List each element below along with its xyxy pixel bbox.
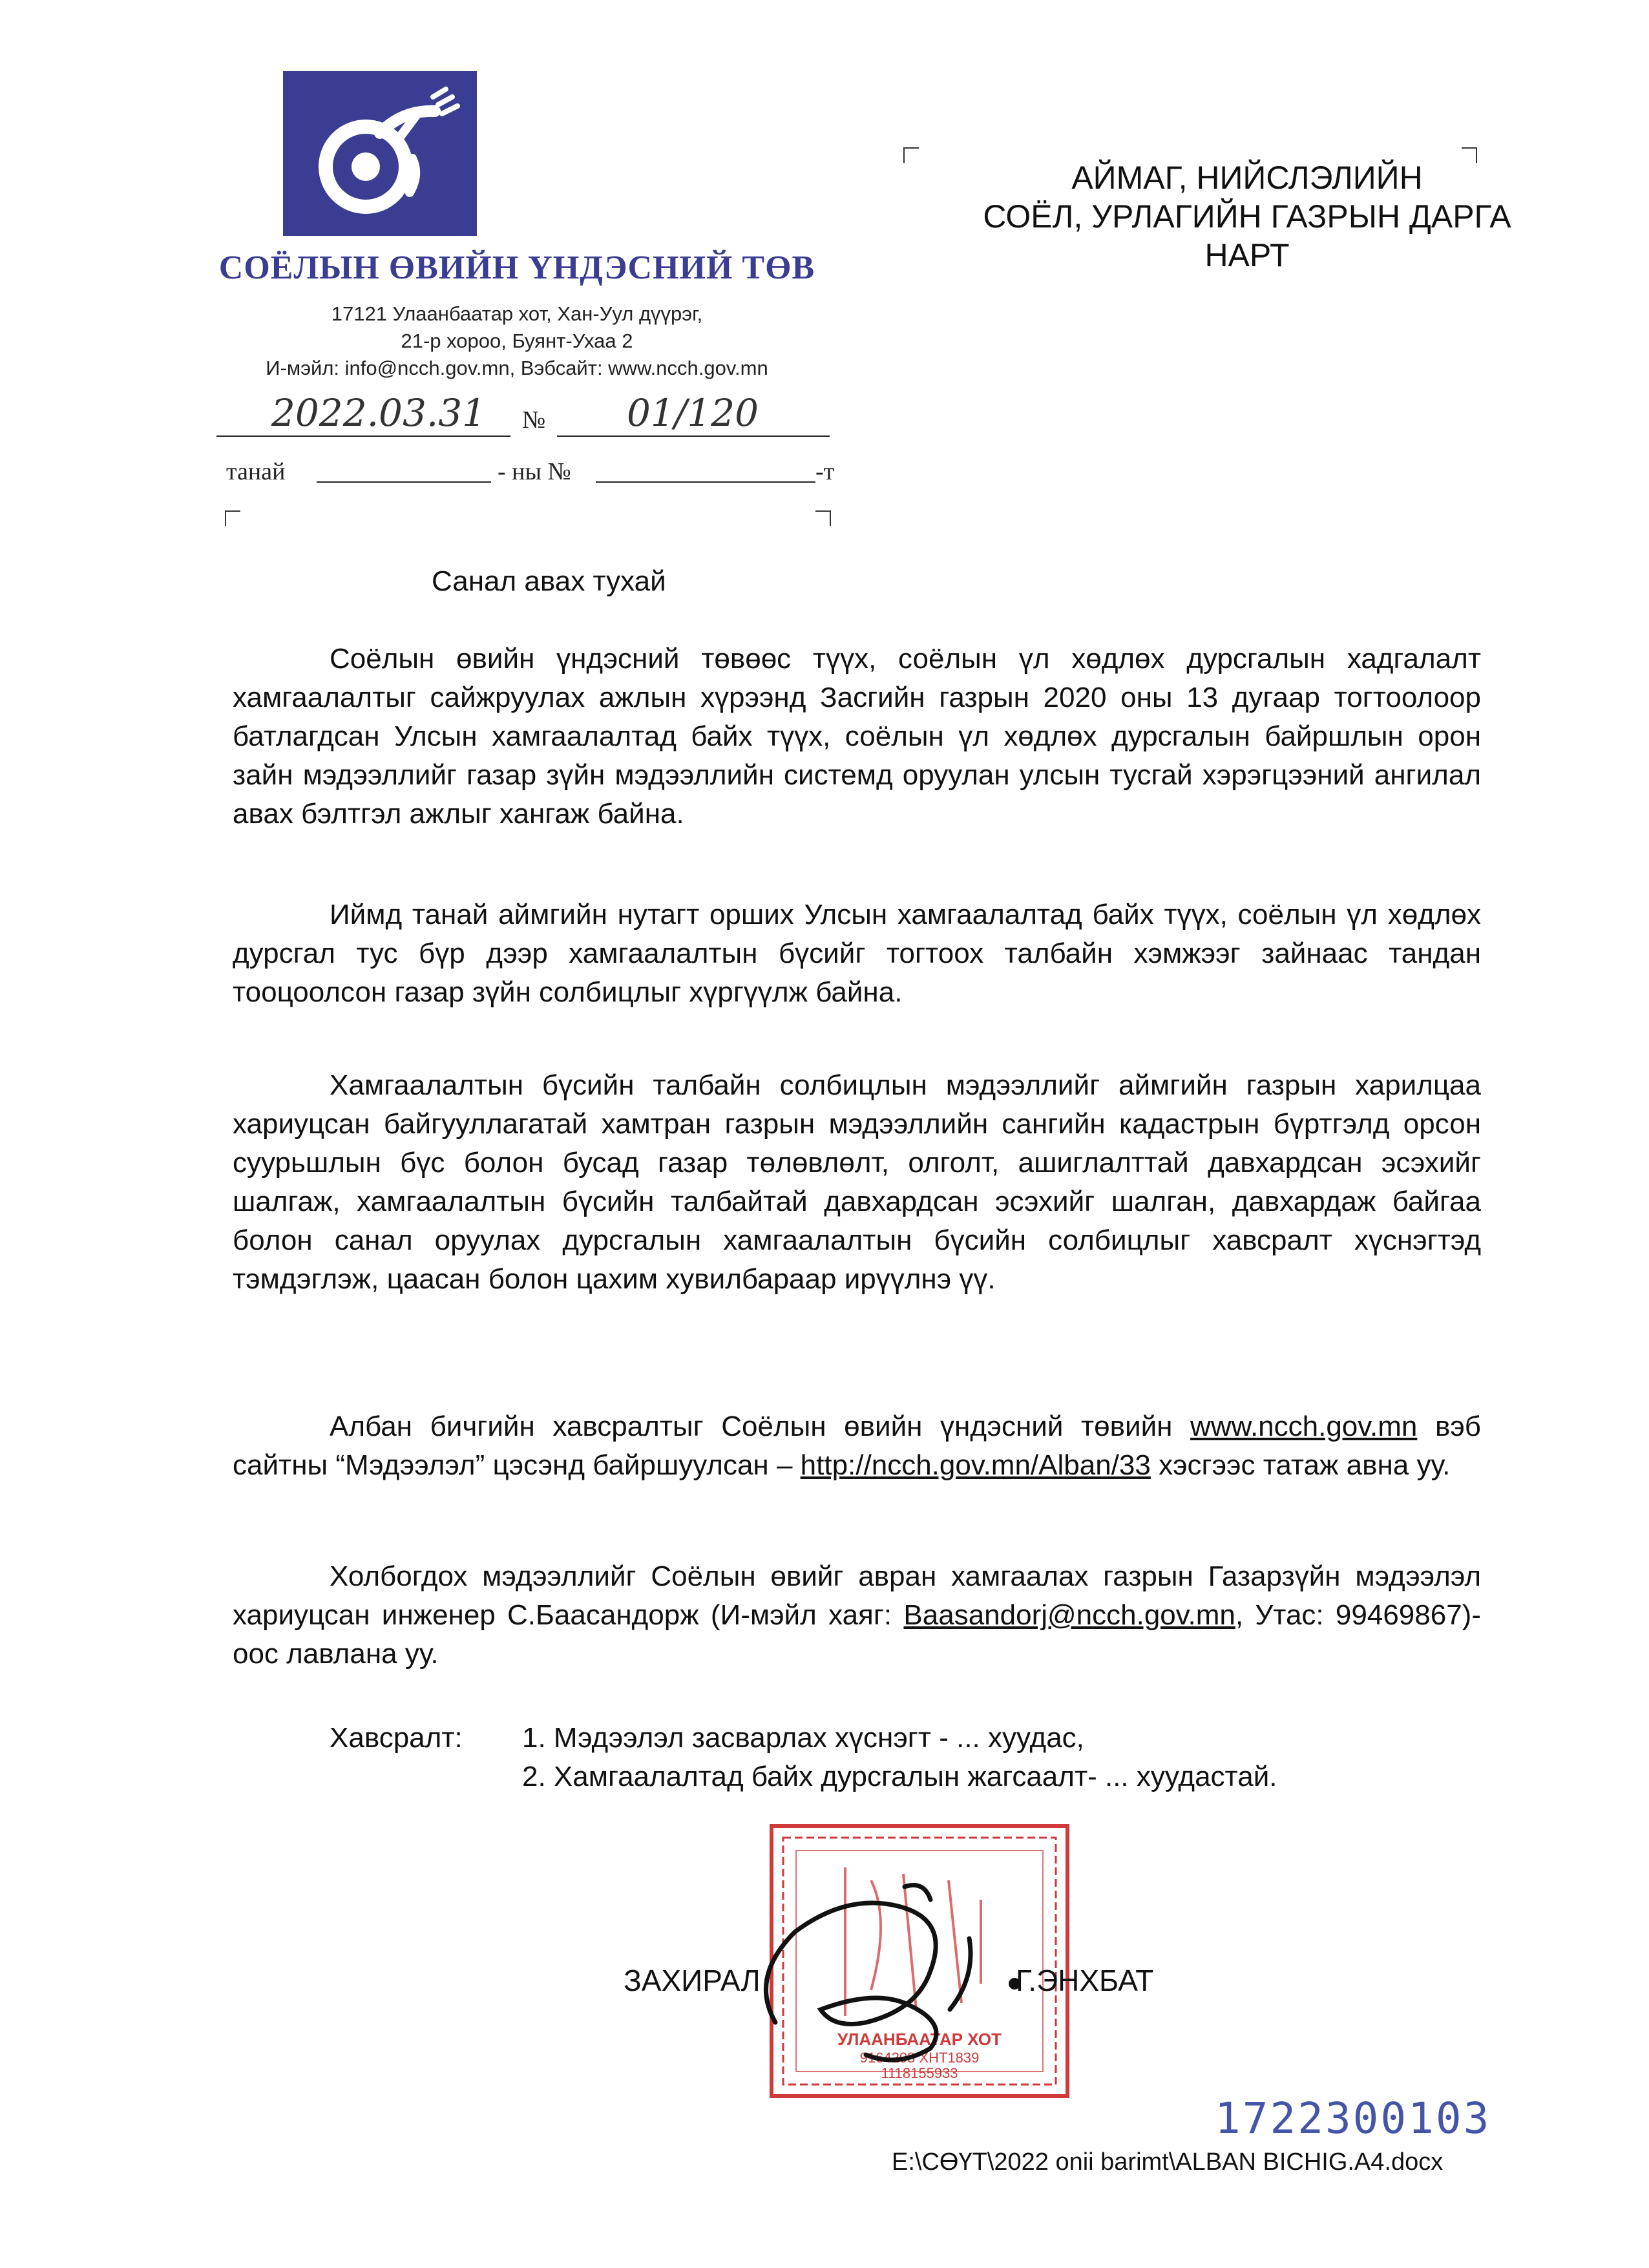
director-name: Г.ЭНХБАТ	[1016, 1964, 1154, 1997]
stamp-city: УЛААНБААТАР ХОТ	[837, 2030, 1002, 2049]
body-paragraph-1: Соёлын өвийн үндэсний төвөөс түүх, соёлын үл хөдлөх дурсгалын хадгалалт хамгаалалтыг сайжруулах ажлын хүрээнд Засгийн газрын 2020 оны 13 дугаар тогтоолоор батлагдсан Улсын хамгаалалтад байх түүх, соёлын үл хөдлөх дурсгалын байршлын орон зайн мэдээллийг газар зүйн мэдээллийн системд оруулан улсын тусгай хэрэгцээний ангилал авах бэлтгэл ажлыг хангаж байна.	[233, 643, 1481, 830]
number-sign: №	[522, 406, 546, 434]
address-line-2: 21-р хороо, Буянт-Ухаа 2	[401, 330, 633, 352]
director-title: ЗАХИРАЛ	[624, 1964, 761, 1997]
your-reference-label: танай	[226, 458, 286, 485]
email-link[interactable]: Baasandorj@ncch.gov.mn	[903, 1599, 1235, 1631]
website-link[interactable]: www.ncch.gov.mn	[1190, 1411, 1418, 1442]
attachment-item-1: 1. Мэдээлэл засварлах хүснэгт - ... хуудас,	[522, 1722, 1084, 1754]
reference-number-blank	[596, 456, 815, 483]
recipient-line-1: АЙМАГ, НИЙСЛЭЛИЙН	[1071, 160, 1423, 196]
body-paragraph-3: Хамгаалалтын бүсийн талбайн солбицлын мэдээллийг аймгийн газрын харилцаа хариуцсан байгууллагатай хамтран газрын мэдээллийн сангийн кадастрын бүртгэлд орсон суурьшлын бүс болон бусад газар төлөвлөлт, олголт, ашиглалттай давхардсан эсэхийг шалгаж, хамгаалалтын бүсийн талбайтай давхардсан эсэхийг шалган, давхардаж байгаа болон санал оруулах дурсгалын хамгаалалтын бүсийн солбицлыг хавсралт хүснэгтэд тэмдэглэж, цаасан болон цахим хувилбараар ирүүлнэ үү.	[233, 1069, 1481, 1295]
logo-mark-icon	[283, 71, 477, 236]
address-line-1: 17121 Улаанбаатар хот, Хан-Уул дүүрэг,	[331, 302, 703, 325]
letter-subject: Санал авах тухай	[432, 565, 666, 597]
contact-line: И-мэйл: info@ncch.gov.mn, Вэбсайт: www.ncch.gov.mn	[266, 357, 768, 379]
paragraph-5-text-a: Холбогдох мэдээллийг Соёлын өвийг авран хамгаалах газрын Газарзүйн мэдээлэл хариуцсан инженер С.Баасандорж (И-мэйл хаяг:	[233, 1560, 1481, 1631]
recipient-line-3: НАРТ	[1204, 237, 1290, 273]
subject-corner-right	[815, 510, 831, 526]
body-paragraph-2: Иймд танай аймгийн нутагт орших Улсын хамгаалалтад байх түүх, соёлын үл хөдлөх дурсгал тус бүр дээр хамгаалалтын бүсийг тогтоох талбайн хэмжээг зайнаас тандан тооцоолсон газар зүйн солбицлыг хүргүүлж байна.	[233, 899, 1481, 1008]
download-link[interactable]: http://ncch.gov.mn/Alban/33	[800, 1449, 1151, 1481]
body-paragraph-5	[233, 1557, 1481, 1674]
organization-logo	[283, 71, 477, 236]
document-number: 1722300103	[1215, 2094, 1491, 2143]
paragraph-5-text-b: , Утас: 99469867)- оос лавлана уу.	[233, 1599, 1481, 1670]
subject-corner-left	[225, 510, 240, 526]
registration-number: 01/120	[627, 391, 759, 435]
attachments-label: Хавсралт:	[330, 1722, 463, 1754]
body-paragraph-4	[233, 1407, 1481, 1485]
letter-date: 2022.03.31	[271, 391, 487, 435]
stamp-register: 1118155933	[881, 2065, 958, 2081]
file-path: E:\СӨҮТ\2022 onii barimt\ALBAN BICHIG.A4.docx	[892, 2148, 1444, 2176]
attachment-item-2: 2. Хамгаалалтад байх дурсгалын жагсаалт- ... хуудастай.	[522, 1761, 1277, 1792]
recipient-line-2: СОЁЛ, УРЛАГИЙН ГАЗРЫН ДАРГА	[983, 198, 1511, 235]
organization-name: СОЁЛЫН ӨВИЙН ҮНДЭСНИЙ ТӨВ	[218, 249, 815, 286]
paragraph-4-text-b: вэб сайтны “Мэдээлэл” цэсэнд байршуулсан –	[233, 1411, 1481, 1481]
reference-number-label: - ны №	[498, 458, 571, 485]
recipient-block	[905, 158, 1590, 275]
reference-suffix: -т	[815, 458, 835, 485]
paragraph-4-text-c: хэсгээс татаж авна уу.	[1150, 1449, 1451, 1481]
paragraph-4-text-a: Албан бичгийн хавсралтыг Соёлын өвийн үндэсний төвийн	[330, 1411, 1191, 1442]
stamp-code: 9164208 ХНТ1839	[859, 2050, 980, 2066]
your-reference-blank	[317, 456, 491, 483]
